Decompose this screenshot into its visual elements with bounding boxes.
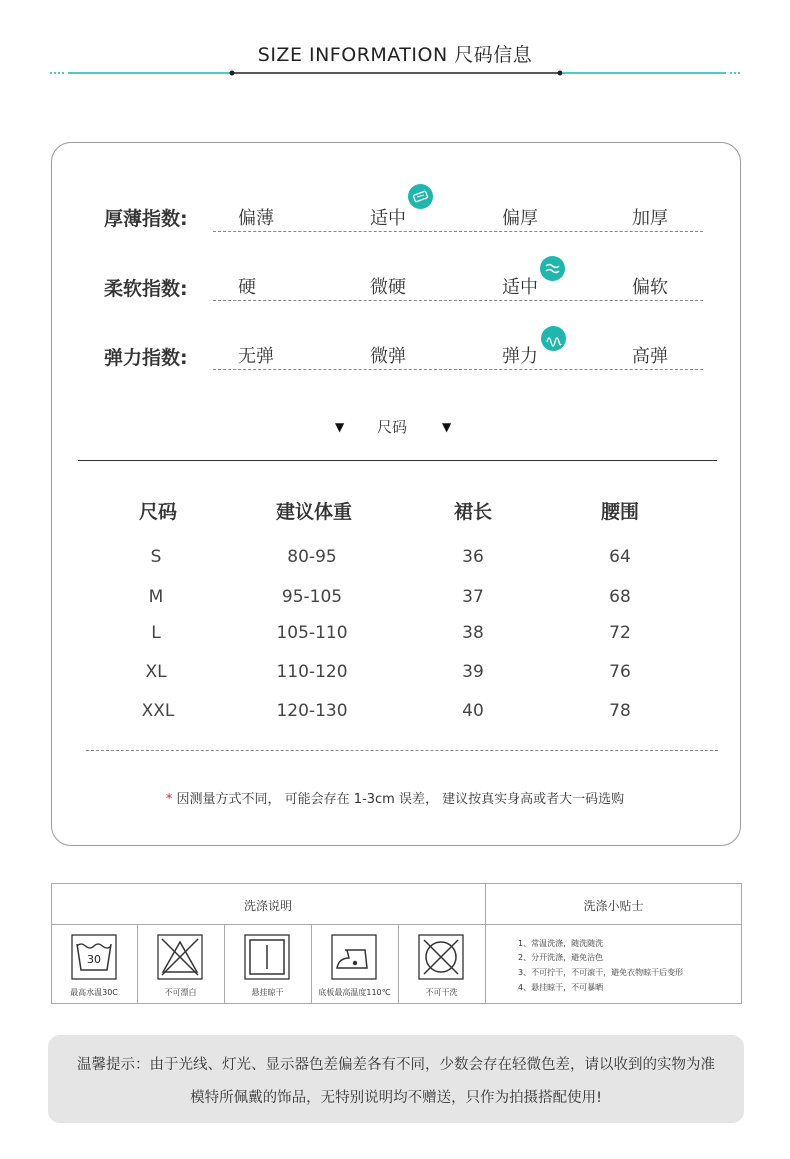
index-option-selected: 适中 — [502, 277, 538, 298]
table-cell: 80-95 — [287, 547, 337, 567]
table-cell: 78 — [609, 701, 631, 721]
size-divider — [78, 460, 717, 461]
care-icon-label: 最高水温30C — [70, 988, 118, 997]
dashed-underline — [213, 369, 703, 370]
index-label: 柔软指数: — [104, 278, 188, 300]
index-option-selected: 适中 — [370, 208, 406, 229]
care-icon-label: 不可干洗 — [425, 988, 458, 997]
index-option: 微硬 — [370, 277, 406, 298]
list-item: 3、不可拧干，不可滚干，避免衣物晾干后变形 — [518, 968, 684, 977]
care-instructions-title: 洗涤说明 — [243, 899, 292, 913]
list-item: 1、常温洗涤，随洗随洗 — [518, 939, 604, 948]
no-dry-clean-icon — [418, 934, 464, 980]
list-item: 4、悬挂晾干，不可暴晒 — [518, 983, 604, 992]
index-option: 偏厚 — [502, 208, 538, 229]
table-cell: XXL — [141, 701, 175, 721]
table-header: 腰围 — [600, 501, 639, 523]
table-header: 建议体重 — [275, 501, 352, 523]
triangle-down-icon: ▼ — [335, 420, 345, 434]
table-cell: 120-130 — [276, 701, 348, 721]
dashed-divider — [86, 750, 718, 751]
index-option: 微弹 — [370, 346, 406, 367]
size-info-card — [51, 142, 741, 846]
dashed-underline — [213, 300, 703, 301]
warm-tip-line: 模特所佩戴的饰品，无特别说明均不赠送，只作为拍摄搭配使用! — [190, 1090, 602, 1106]
table-cell: M — [148, 587, 164, 607]
wash-30-icon — [71, 934, 117, 980]
table-cell: 36 — [462, 547, 484, 567]
warm-tip-line: 温馨提示：由于光线、灯光、显示器色差偏差各有不同，少数会存在轻微色差，请以收到的实物为准 — [77, 1057, 715, 1073]
care-tips-title: 洗涤小贴士 — [583, 899, 644, 913]
page-title: SIZE INFORMATION 尺码信息 — [257, 44, 533, 66]
table-header: 裙长 — [453, 501, 492, 523]
softness-wave-icon — [540, 256, 565, 281]
triangle-down-icon: ▼ — [442, 420, 452, 434]
dashed-underline — [213, 231, 703, 232]
asterisk: * — [165, 792, 173, 807]
table-cell: 38 — [462, 623, 484, 643]
note-text: 因测量方式不同， 可能会存在 1-3cm 误差， 建议按真实身高或者大一码选购 — [176, 792, 625, 807]
table-cell: 105-110 — [276, 623, 348, 643]
index-label: 厚薄指数: — [104, 208, 188, 230]
care-icon-label: 底板最高温度110℃ — [318, 988, 391, 997]
care-icon-label: 不可漂白 — [164, 988, 197, 997]
table-cell: 37 — [462, 587, 484, 607]
table-cell: 95-105 — [281, 587, 343, 607]
list-item: 2、分开洗涤，避免沾色 — [518, 953, 604, 962]
table-cell: 68 — [609, 587, 631, 607]
table-header: 尺码 — [138, 501, 177, 523]
table-cell: 110-120 — [276, 662, 348, 682]
measurement-note — [0, 788, 790, 807]
hang-dry-icon — [244, 934, 290, 980]
care-table-rule — [51, 924, 742, 925]
table-cell: 76 — [609, 662, 631, 682]
fabric-thickness-icon — [408, 184, 433, 209]
index-option: 偏软 — [632, 277, 668, 298]
table-cell: L — [151, 623, 161, 643]
index-option: 加厚 — [632, 208, 668, 229]
table-cell: 40 — [462, 701, 484, 721]
wash-temp-value: 30 — [87, 953, 101, 966]
index-option: 无弹 — [238, 346, 274, 367]
elastic-spring-icon — [541, 326, 566, 351]
table-cell: 39 — [462, 662, 484, 682]
table-cell: XL — [145, 662, 167, 682]
iron-icon — [331, 934, 377, 980]
size-section-heading: 尺码 — [377, 418, 408, 436]
table-cell: 72 — [609, 623, 631, 643]
table-cell: S — [150, 547, 162, 567]
index-option: 偏薄 — [238, 208, 274, 229]
index-option-selected: 弹力 — [502, 346, 538, 367]
care-icon-label: 悬挂晾干 — [251, 988, 284, 997]
warm-tip-box — [48, 1035, 744, 1123]
index-option: 硬 — [238, 277, 256, 298]
index-option: 高弹 — [632, 346, 668, 367]
header-divider — [50, 66, 742, 80]
index-label: 弹力指数: — [104, 347, 188, 369]
table-cell: 64 — [609, 547, 631, 567]
no-bleach-icon — [157, 934, 203, 980]
